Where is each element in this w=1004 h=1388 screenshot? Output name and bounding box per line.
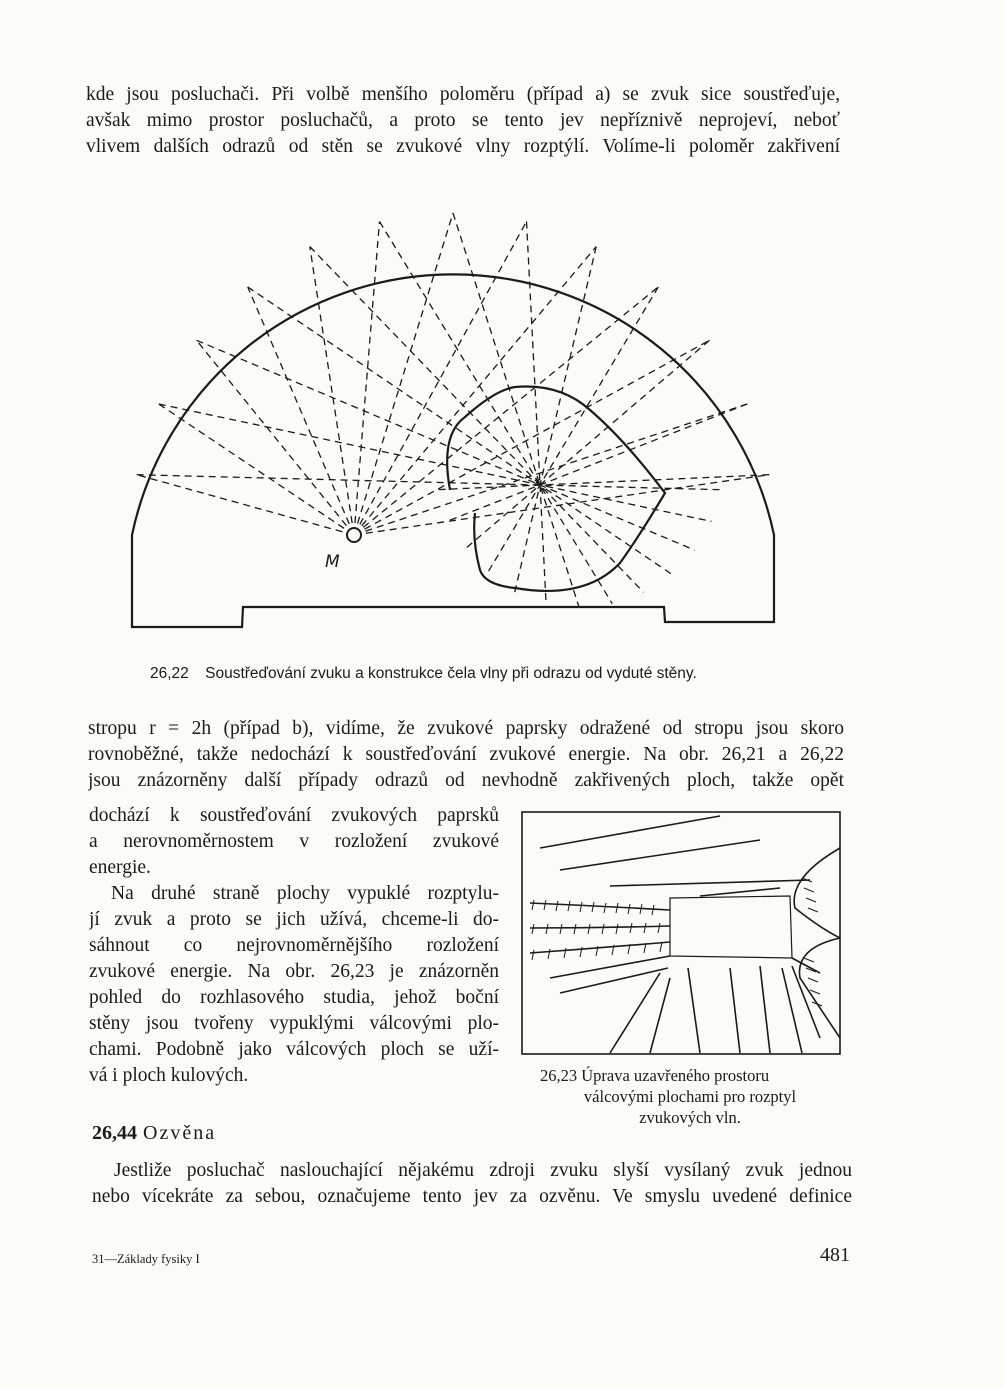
caption-text: Soustřeďování zvuku a konstrukce čela vlny při odrazu od vyduté stěny. [205,665,697,682]
back-wall [670,896,792,958]
left-column-paragraph [89,803,499,1089]
incident-ray [197,340,355,535]
floor-line [782,968,802,1053]
reflected-ray [248,287,672,574]
text-line: kde jsou posluchači. Při volbě menšího poloměru (případ a) se zvuk sice soustřeďuje, [86,84,840,105]
text-line: stropu r = 2h (případ b), vidíme, že zvukové paprsky odražené od stropu jsou skoro [88,718,844,739]
text-line: dochází k soustřeďování zvukových paprsků [89,805,499,826]
figure-studio-view [520,808,844,1058]
floor-line [560,968,668,993]
incident-ray [248,287,354,535]
top-paragraph [86,82,840,160]
text-line: jí zvuk a proto se jich užívá, chceme-li do- [89,909,499,930]
text-line: stěny jsou tvořeny vypuklými válcovými plo- [89,1013,499,1034]
right-wall-cylinder [800,938,841,1038]
figure-caption-26-23 [540,1065,840,1128]
left-wall-cylinder [530,942,670,953]
floor-line [550,956,670,978]
text-line: pohled do rozhlasového studia, jehož boční [89,987,499,1008]
footer-signature: 31—Základy fysiky I [92,1252,200,1266]
text-line: chami. Podobně jako válcových ploch se uží- [89,1039,499,1060]
text-line: Na druhé straně plochy vypuklé rozptylu- [111,883,499,904]
wavefront-curve [447,386,665,590]
text-line: vlivem dalších odrazů od stěn se zvukové vlny rozptýlí. Volíme-li poloměr zakřivení [86,136,840,157]
studio-frame [522,812,840,1054]
floor-line [760,966,770,1053]
section-heading [92,1122,216,1145]
text-line: zvukové energie. Na obr. 26,23 je znázorněn [89,961,499,982]
reflected-ray [527,222,547,604]
reflected-ray [464,340,710,550]
text-line: energie. [89,857,151,878]
text-line: a nerovnoměrnostem v rozložení zvukové [89,831,499,852]
right-wall-cylinder [794,848,840,938]
ceiling-line [540,816,720,848]
caption-line: 26,23 Úprava uzavřeného prostoru [540,1066,770,1085]
floor-line [650,978,670,1053]
reflected-ray [137,475,722,490]
vault-outline [132,274,774,627]
section-number: 26,44 [92,1122,137,1144]
text-line: jsou znázorněny další případy odrazů od nevhodně zakřivených ploch, takže opět [88,770,844,791]
wall-ribs [532,878,822,1006]
incident-ray [354,222,380,536]
text-line: Jestliže posluchač naslouchající nějakému zdroji zvuku slyší vysílaný zvuk jednou [114,1160,852,1181]
ceiling-line [700,888,780,896]
sound-source-circle [347,528,361,542]
reflected-ray [197,340,695,550]
caption-number: 26,22 [150,665,189,682]
incident-ray [137,475,354,535]
reflected-ray [515,247,597,593]
reflected-ray [437,475,770,490]
text-line: rovnoběžné, takže nedochází k soustřeďování zvukové energie. Na obr. 26,21 a 26,22 [88,744,844,765]
ceiling-line [610,880,810,886]
incident-ray [159,404,354,535]
floor-line [792,958,820,973]
figure-concave-reflection-diagram [120,195,800,640]
caption-line: válcovými plochami pro rozptyl [583,1087,797,1106]
floor-line [730,968,740,1053]
text-line: sáhnout co nejrovnoměrnějšího rozložení [89,935,499,956]
sound-source [347,528,361,542]
figure-caption-26-22 [150,663,790,684]
caption-line: zvukových vln. [639,1108,741,1127]
left-wall-cylinder [530,903,670,910]
middle-paragraph [88,716,844,794]
left-wall-cylinder [530,926,670,928]
bottom-paragraph [92,1158,852,1210]
text-line: avšak mimo prostor posluchačů, a proto se tento jev nepříznivě neprojeví, neboť [86,110,840,131]
incident-ray [310,247,354,535]
incident-ray [354,404,747,535]
page-number: 481 [820,1244,850,1266]
source-marker-label: M [325,552,340,572]
section-title: Ozvěna [143,1122,217,1144]
reflected-ray [487,287,659,574]
incident-ray [354,213,453,535]
text-line: nebo vícekráte za sebou, označujeme tento jev za ozvěnu. Ve smyslu uvedené definice [92,1186,852,1207]
floor-line [688,968,700,1053]
ceiling-line [560,840,760,870]
reflected-ray [447,404,747,521]
sound-rays [137,213,770,607]
reflected-ray [310,247,644,593]
reflected-ray [159,404,712,521]
text-line: vá i ploch kulových. [89,1065,249,1086]
